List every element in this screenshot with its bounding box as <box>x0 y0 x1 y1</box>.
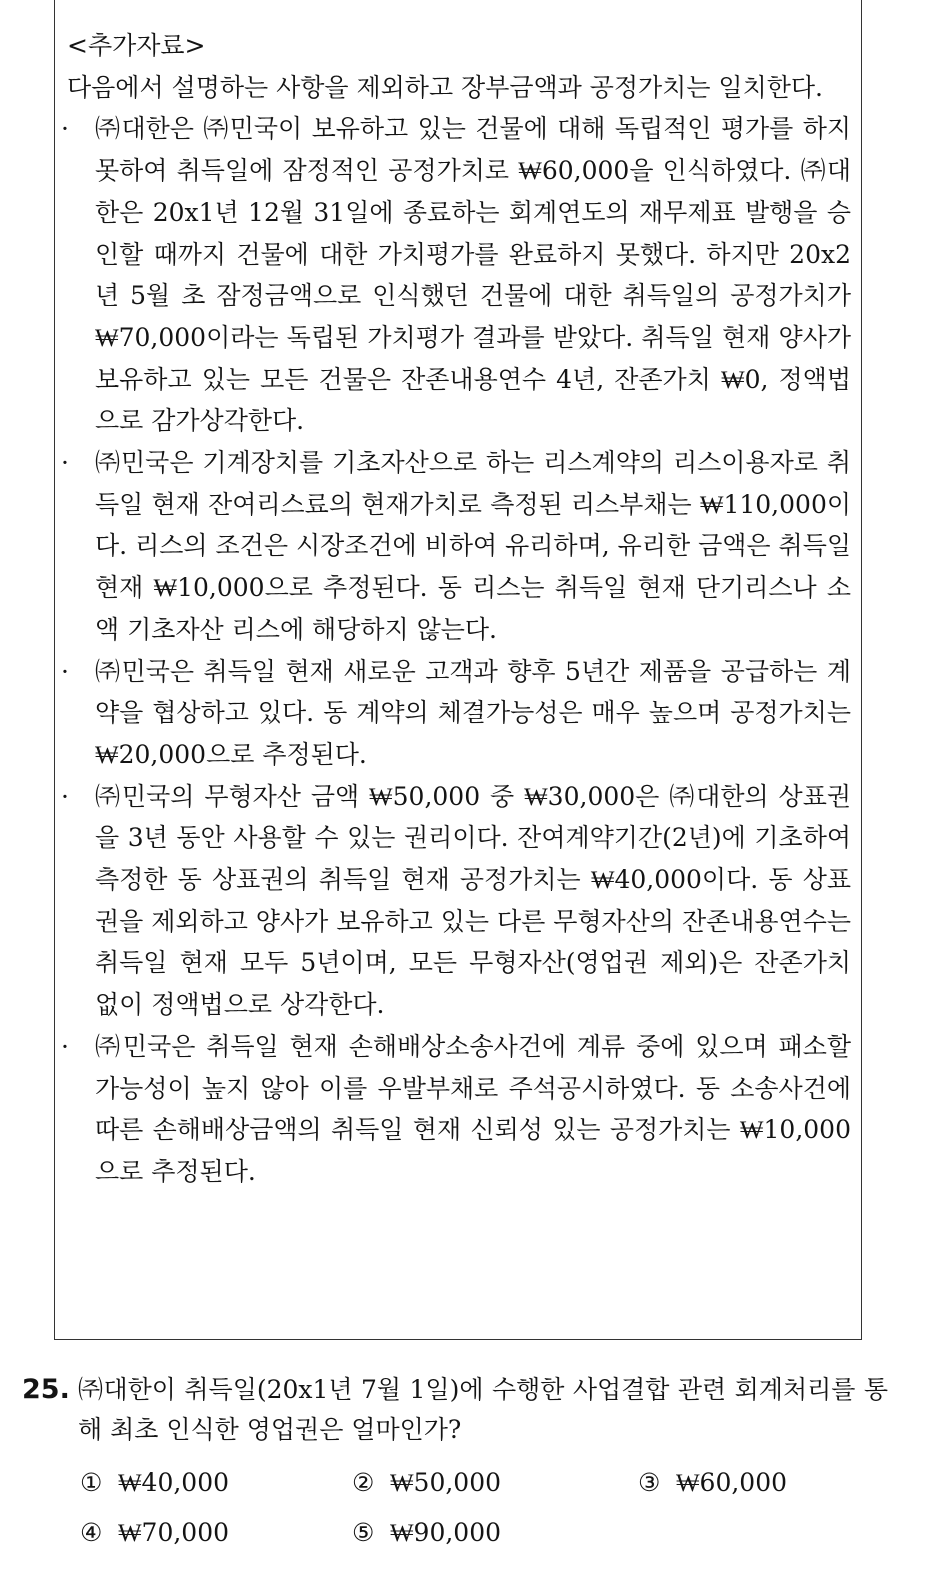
bullet-mark: · <box>61 656 69 686</box>
bullet-text: ㈜민국은 취득일 현재 손해배상소송사건에 계류 중에 있으며 패소할 가능성이 높지 않아 이를 우발부채로 주석공시하였다. 동 소송사건에 따른 손해배상금액의 취득일 현재 신뢰성 있는 공정가치는 ₩10,000으로 추정된다. <box>95 1031 851 1186</box>
choice-value: ₩50,000 <box>389 1468 502 1497</box>
bullet-mark: · <box>61 781 69 811</box>
choice-number: ⑤ <box>352 1518 375 1547</box>
additional-data-content <box>61 25 851 1193</box>
additional-data-intro: 다음에서 설명하는 사항을 제외하고 장부금액과 공정가치는 일치한다. <box>67 72 823 102</box>
choice-2[interactable] <box>352 1468 501 1498</box>
choice-3[interactable] <box>638 1468 787 1498</box>
bullet-item <box>61 776 851 1026</box>
bullet-text: ㈜민국은 취득일 현재 새로운 고객과 향후 5년간 제품을 공급하는 계약을 협상하고 있다. 동 계약의 체결가능성은 매우 높으며 공정가치는 ₩20,000으로 추정된다. <box>95 656 851 769</box>
bullet-item <box>61 442 851 651</box>
additional-data-title: <추가자료> <box>67 31 206 60</box>
question-25 <box>22 1370 888 1450</box>
choice-1[interactable] <box>80 1468 229 1498</box>
choice-number: ① <box>80 1468 103 1497</box>
question-text: ㈜대한이 취득일(20x1년 7월 1일)에 수행한 사업결합 관련 회계처리를 통해 최초 인식한 영업권은 얼마인가? <box>78 1375 888 1444</box>
choice-value: ₩90,000 <box>389 1518 502 1547</box>
bullet-text: ㈜대한은 ㈜민국이 보유하고 있는 건물에 대해 독립적인 평가를 하지 못하여 취득일에 잠정적인 공정가치로 ₩60,000을 인식하였다. ㈜대한은 20x1년 12월 31일에 종료하는 회계연도의 재무제표 발행을 승인할 때까지 건물에 대한 가치평가를 완료하지 못했다. 하지만 20x2년 5월 초 잠정금액으로 인식했던 건물에 대한 취득일의 공정가치가 ₩70,000이라는 독립된 가치평가 결과를 받았다. 취득일 현재 양사가 보유하고 있는 모든 건물은 잔존내용연수 4년, 잔존가치 ₩0, 정액법으로 감가상각한다. <box>95 114 851 436</box>
choice-number: ② <box>352 1468 375 1497</box>
bullet-mark: · <box>61 448 69 478</box>
bullet-mark: · <box>61 1031 69 1061</box>
additional-data-box <box>54 0 862 1340</box>
bullet-text: ㈜민국의 무형자산 금액 ₩50,000 중 ₩30,000은 ㈜대한의 상표권을 3년 동안 사용할 수 있는 권리이다. 잔여계약기간(2년)에 기초하여 측정한 동 상표권의 취득일 현재 공정가치는 ₩40,000이다. 동 상표권을 제외하고 양사가 보유하고 있는 다른 무형자산의 잔존내용연수는 취득일 현재 모두 5년이며, 모든 무형자산(영업권 제외)은 잔존가치 없이 정액법으로 상각한다. <box>95 781 851 1020</box>
bullet-mark: · <box>61 114 69 144</box>
choice-value: ₩70,000 <box>117 1518 230 1547</box>
question-number: 25. <box>22 1374 70 1405</box>
choice-5[interactable] <box>352 1518 501 1548</box>
bullet-item <box>61 1026 851 1193</box>
choice-value: ₩60,000 <box>675 1468 788 1497</box>
bullet-item <box>61 108 851 442</box>
choice-value: ₩40,000 <box>117 1468 230 1497</box>
choice-number: ③ <box>638 1468 661 1497</box>
choice-4[interactable] <box>80 1518 229 1548</box>
choice-number: ④ <box>80 1518 103 1547</box>
bullet-item <box>61 651 851 776</box>
bullet-text: ㈜민국은 기계장치를 기초자산으로 하는 리스계약의 리스이용자로 취득일 현재 잔여리스료의 현재가치로 측정된 리스부채는 ₩110,000이다. 리스의 조건은 시장조건에 비하여 유리하며, 유리한 금액은 취득일 현재 ₩10,000으로 추정된다. 동 리스는 취득일 현재 단기리스나 소액 기초자산 리스에 해당하지 않는다. <box>95 448 851 644</box>
